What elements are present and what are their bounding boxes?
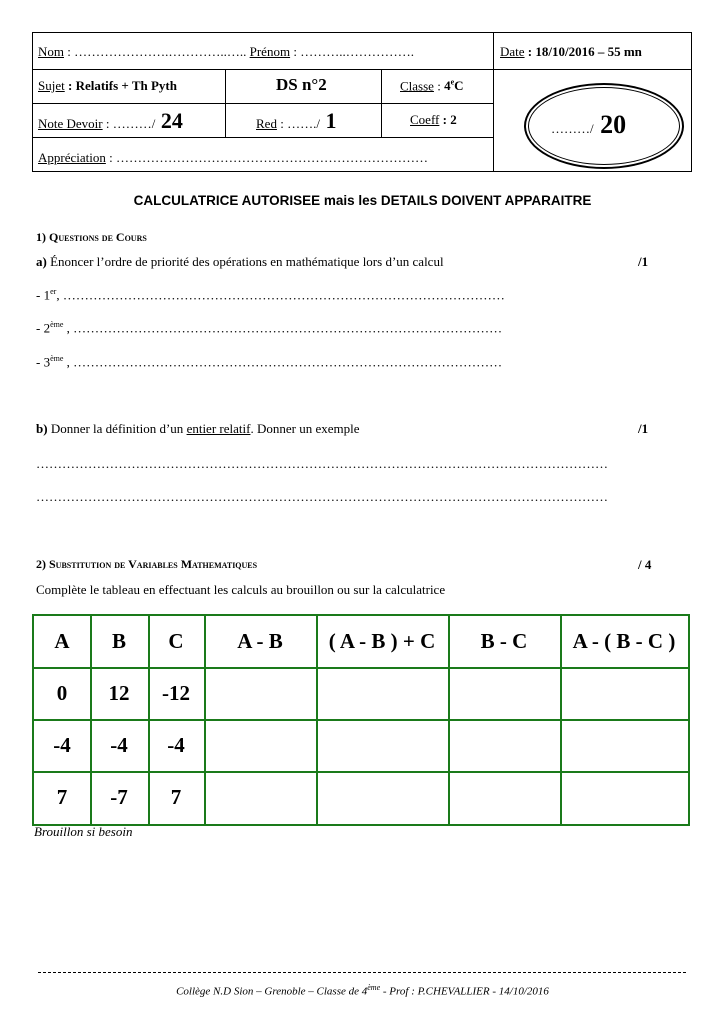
- table-cell: -4: [167, 732, 185, 757]
- answer-cell[interactable]: [448, 719, 560, 771]
- answer-cell[interactable]: [560, 719, 688, 771]
- question-b-points: /1: [638, 421, 649, 436]
- date-field: Date : 18/10/2016 – 55 mn: [500, 44, 642, 59]
- answer-cell[interactable]: [204, 771, 316, 824]
- answer-cell[interactable]: [448, 667, 560, 719]
- answer-cell[interactable]: [316, 719, 448, 771]
- coeff-field: Coeff : 2: [410, 112, 457, 127]
- footer-text: Collège N.D Sion – Grenoble – Classe de 4ème - Prof : P.CHEVALLIER - 14/10/2016: [176, 983, 549, 998]
- prenom-label: Prénom: [249, 44, 291, 59]
- question-a-points: /1: [638, 254, 649, 269]
- header-cell-a: A: [54, 629, 70, 653]
- calculator-banner: CALCULATRICE AUTORISEE mais les DETAILS DOIVENT APPARAITRE: [133, 193, 592, 208]
- answer-line-1[interactable]: - 1er, …………………………………………………………………………………………: [36, 287, 505, 303]
- score-field[interactable]: ………/ 20: [551, 110, 627, 139]
- question-a: a) Énoncer l’ordre de priorité des opérations en mathématique lors d’un calcul: [36, 254, 444, 269]
- header-cell-b-minus-c: B - C: [480, 629, 528, 653]
- answer-cell[interactable]: [316, 771, 448, 824]
- header-cell-c: C: [168, 629, 184, 653]
- name-field[interactable]: Nom : ………………….…………..….. Prénom : ………..…………….: [38, 44, 414, 59]
- section2-instruction: Complète le tableau en effectuant les calculs au brouillon ou sur la calculatrice: [36, 582, 446, 597]
- table-cell: 12: [108, 680, 130, 705]
- question-b: b) Donner la définition d’un entier relatif. Donner un exemple: [36, 421, 360, 436]
- nom-label: Nom: [38, 44, 64, 59]
- footer-divider: [38, 972, 686, 973]
- header-cell-a-minus-b-minus-c: A - ( B - C ): [572, 629, 676, 653]
- section2-title: 2) Substitution de Variables Mathematiques: [36, 557, 258, 571]
- table-cell: -7: [110, 785, 128, 809]
- red-field[interactable]: Red : ……./ 1: [256, 108, 337, 133]
- answer-cell[interactable]: [316, 667, 448, 719]
- appreciation-field[interactable]: Appréciation : ………………………………………………………………: [38, 150, 428, 165]
- section2-points: / 4: [638, 557, 652, 572]
- note-field[interactable]: Note Devoir : ………/ 24: [38, 108, 183, 133]
- table-cell: -4: [53, 732, 71, 757]
- header-cell-b: B: [111, 629, 126, 653]
- header-cell-a-minus-b-plus-c: ( A - B ) + C: [328, 629, 436, 653]
- table-cell: 0: [56, 680, 68, 705]
- answer-cell[interactable]: [560, 667, 688, 719]
- answer-cell[interactable]: [560, 771, 688, 824]
- answer-cell[interactable]: [204, 667, 316, 719]
- brouillon-label: Brouillon si besoin: [34, 824, 133, 839]
- answer-cell[interactable]: [204, 719, 316, 771]
- table-cell: -12: [162, 680, 190, 705]
- table-cell: 7: [56, 785, 68, 809]
- ds-title: DS n°2: [276, 75, 327, 94]
- answer-line-b1[interactable]: ……………………………………………………………………………………………………………………: [36, 456, 608, 471]
- answer-line-2[interactable]: - 2ème , ………………………………………………………………………………………: [36, 320, 503, 336]
- subject-field: Sujet : Relatifs + Th Pyth: [38, 78, 177, 93]
- table-cell: 7: [170, 785, 182, 809]
- answer-line-b2[interactable]: ……………………………………………………………………………………………………………………: [36, 489, 608, 504]
- class-field: Classe : 4eC: [400, 78, 464, 94]
- table-cell: -4: [110, 732, 128, 757]
- section1-title: 1) Questions de Cours: [36, 230, 147, 244]
- answer-line-3[interactable]: - 3ème , ………………………………………………………………………………………: [36, 354, 503, 370]
- answer-cell[interactable]: [448, 771, 560, 824]
- header-cell-a-minus-b: A - B: [237, 629, 283, 653]
- substitution-table: [32, 614, 690, 826]
